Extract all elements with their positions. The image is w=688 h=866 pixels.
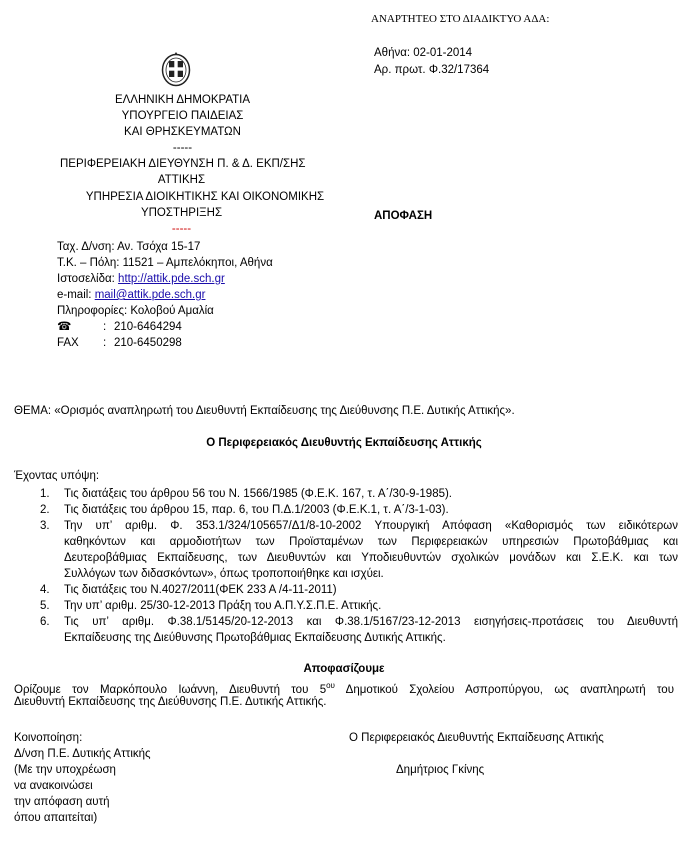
website-label: Ιστοσελίδα: (57, 273, 119, 285)
signature-title: Ο Περιφερειακός Διευθυντής Εκπαίδευσης Αττικής (349, 732, 604, 744)
considering-heading: Έχοντας υπόψη: (14, 470, 100, 482)
notification-line: (Με την υποχρέωση (14, 764, 116, 776)
publication-notice: ΑΝΑΡΤΗΤΕΟ ΣΤΟ ΔΙΑΔΙΚΤΥΟ ΑΔΑ: (371, 13, 550, 25)
header-service-line1: ΥΠΗΡΕΣΙΑ ΔΙΟΙΚΗΤΙΚΗΣ ΚΑΙ ΟΙΚΟΝΟΜΙΚΗΣ (85, 191, 325, 203)
decision-text-line2: Διευθυντή Εκπαίδευσης της Διεύθυνσης Π.Ε. Δυτικής Αττικής. (14, 696, 327, 708)
email-label: e-mail: (57, 289, 95, 301)
subject-line: ΘΕΜΑ: «Ορισμός αναπληρωτή του Διευθυντή Εκπαίδευσης της Διεύθυνσης Π.Ε. Δυτικής Αττικής». (14, 405, 515, 417)
decision-text-part2: Δημοτικού Σχολείου Ασπροπύργου, ως αναπληρωτή του (334, 683, 674, 696)
contact-postal: Τ.Κ. – Πόλη: 11521 – Αμπελόκηποι, Αθήνα (57, 257, 273, 269)
fax-label: FAX (57, 337, 79, 349)
notification-line: Δ/νση Π.Ε. Δυτικής Αττικής (14, 748, 151, 760)
protocol-number: Αρ. πρωτ. Φ.32/17364 (374, 64, 490, 76)
list-item-number: 4. (40, 584, 50, 596)
decision-label: ΑΠΟΦΑΣΗ (374, 210, 433, 222)
list-item-text: καθηκόντων και αρμοδιοτήτων των Προϊσταμένων των Περιφερειακών υπηρεσιών Πρωτοβάθμιας και (64, 536, 678, 548)
fax-number: 210-6450298 (114, 337, 182, 349)
contact-website (57, 272, 225, 286)
list-item-number: 1. (40, 488, 50, 500)
list-item-text: Εκπαίδευσης της Διεύθυνσης Πρωτοβάθμιας Εκπαίδευσης Δυτικής Αττικής. (64, 632, 446, 644)
header-separator: ----- (172, 142, 193, 154)
header-separator-red: ----- (171, 223, 192, 235)
header-ministry-line1: ΥΠΟΥΡΓΕΙΟ ΠΑΙΔΕΙΑΣ (121, 110, 244, 122)
website-link[interactable]: http://attik.pde.sch.gr (118, 273, 225, 285)
greek-emblem-icon (161, 51, 191, 87)
header-republic: ΕΛΛΗΝΙΚΗ ΔΗΜΟΚΡΑΤΙΑ (114, 94, 251, 106)
fax-separator: : (103, 337, 107, 349)
list-item-text: Την υπ’ αριθμ. 25/30-12-2013 Πράξη του Α.Π.Υ.Σ.Π.Ε. Αττικής. (64, 600, 382, 612)
decide-heading: Αποφασίζουμε (303, 663, 385, 675)
list-item-number: 3. (40, 520, 50, 532)
signature-name: Δημήτριος Γκίνης (396, 764, 485, 776)
list-item-text: Τις διατάξεις του άρθρου 15, παρ. 6, του Π.Δ.1/2003 (Φ.Ε.Κ.1, τ. Α΄/3-1-03). (64, 504, 449, 516)
contact-address: Ταχ. Δ/νση: Αν. Τσόχα 15-17 (57, 241, 201, 253)
document-date: Αθήνα: 02-01-2014 (374, 47, 473, 59)
contact-email (57, 288, 205, 302)
contact-info: Πληροφορίες: Κολοβού Αμαλία (57, 305, 214, 317)
notification-label: Κοινοποίηση: (14, 732, 83, 744)
authority-title: Ο Περιφερειακός Διευθυντής Εκπαίδευσης Αττικής (206, 437, 482, 449)
list-item-number: 2. (40, 504, 50, 516)
list-item-number: 6. (40, 616, 50, 628)
list-item-text: Τις διατάξεις του Ν.4027/2011(ΦΕΚ 233 Α /4-11-2011) (64, 584, 337, 596)
notification-line: να ανακοινώσει (14, 780, 93, 792)
phone-icon: ☎ (57, 321, 72, 333)
header-service-line2: ΥΠΟΣΤΗΡΙΞΗΣ (140, 207, 223, 219)
email-link[interactable]: mail@attik.pde.sch.gr (94, 289, 206, 301)
phone-number: 210-6464294 (114, 321, 182, 333)
header-ministry-line2: ΚΑΙ ΘΡΗΣΚΕΥΜΑΤΩΝ (124, 126, 241, 138)
notification-line: την απόφαση αυτή (14, 796, 110, 808)
notification-line: όπου απαιτείται) (14, 812, 98, 824)
header-directorate-line2: ΑΤΤΙΚΗΣ (157, 174, 206, 186)
decision-superscript: ου (326, 681, 335, 690)
phone-separator: : (103, 321, 107, 333)
list-item-text: Δευτεροβάθμιας Εκπαίδευσης, των Διευθυντών και Υποδιευθυντών σχολικών μονάδων και Σ.Ε.Κ. και των (64, 552, 678, 564)
list-item-text: Τις διατάξεις του άρθρου 56 του Ν. 1566/1985 (Φ.Ε.Κ. 167, τ. Α΄/30-9-1985). (64, 488, 453, 500)
decision-text-part1: Ορίζουμε τον Μαρκόπουλο Ιωάννη, Διευθυντή του 5 (14, 683, 327, 696)
list-item-text: Την υπ’ αριθμ. Φ. 353.1/324/105657/Δ1/8-10-2002 Υπουργική Απόφαση «Καθορισμός των ειδικότερων (64, 520, 678, 532)
list-item-text: Τις υπ’ αριθμ. Φ.38.1/5145/20-12-2013 και Φ.38.1/5167/23-12-2013 εισηγήσεις-προτάσεις του Διευθυντή (64, 616, 678, 628)
list-item-text: Συλλόγων των διδασκόντων», όπως τροποποιήθηκε και ισχύει. (64, 568, 384, 580)
header-directorate-line1: ΠΕΡΙΦΕΡΕΙΑΚΗ ΔΙΕΥΘΥΝΣΗ Π. & Δ. ΕΚΠ/ΣΗΣ (60, 158, 306, 170)
list-item-number: 5. (40, 600, 50, 612)
